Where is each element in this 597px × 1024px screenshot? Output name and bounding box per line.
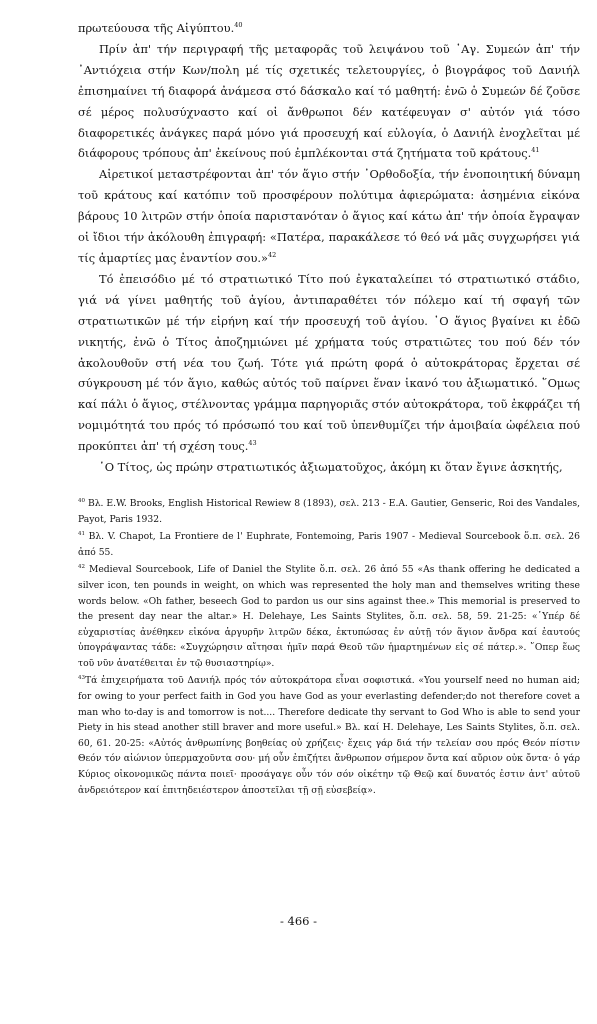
footnote-number: 43 [78, 675, 85, 682]
footnote [78, 562, 580, 671]
footnote-text: Medieval Sourcebook, Life of Daniel the Stylite ὅ.π. σελ. 26 ἀπό 55 «As thank offering he dedicated a silver icon, ten pounds in weight, on which was represented the holy man and themselves writing these words below. «Oh father, beseech God to pardon us our sins against thee.» This memorial is preserved to the present day near the altar.» H. Delehaye, Les Saints Stylites, ὅ.π. σελ. 58, 59. 21-25: «῾Υπέρ δέ εὐχαριστίας ἀνέθηκεν εἰκόνα ἀργυρῆν λιτρῶν δέκα, ἐκτυπώσας ἐν αὐτῇ τόν ἅγιον ἄνδρα καί ἑαυτούς ὑπογράψαντας τάδε: «Συγχώρησιν αἴτησαι ἡμῖν παρά Θεοῦ τῶν ἡμαρτημένων εἰς σέ πάτερ.». ῞Οπερ ἕως τοῦ νῦν ἀνατέθειται ἐν τῷ θυσιαστηρίῳ». [78, 564, 581, 669]
footnote-number: 41 [78, 531, 85, 538]
footnote-ref[interactable]: 43 [248, 439, 257, 448]
paragraph [78, 269, 580, 457]
page-number: - 466 - [279, 914, 318, 928]
footnote [78, 673, 580, 798]
page-content [78, 18, 580, 800]
paragraph [78, 457, 580, 478]
footnote [78, 496, 580, 527]
footnote [78, 529, 580, 560]
paragraph-text: πρωτεύουσα τῆς Αἰγύπτου. [78, 21, 235, 35]
footnote-text: Βλ. V. Chapot, La Frontiere de l' Euphrate, Fontemoing, Paris 1907 - Medieval Sourcebook ὅ.π. σελ. 26 ἀπό 55. [78, 531, 580, 558]
body-text [78, 18, 580, 478]
paragraph-text: Πρίν ἀπ' τήν περιγραφή τῆς μεταφορᾶς τοῦ λειψάνου τοῦ ῾Αγ. Συμεών ἀπ' τήν ᾿Αντιόχεια στήν Κων/πολη μέ τίς σχετικές τελετουργίες, ὁ βιογράφος τοῦ Δανιήλ ἐπισημαίνει τή διαφορά ἀνάμεσα στό δάσκαλο καί τό μαθητή: ἐνῶ ὁ Συμεών δέ ζοῦσε σέ μέρος πολυσύχναστο καί οἱ ἄνθρωποι δέν κατέφευγαν σ' αὐτόν γιά τόσο διαφορετικές ἀνάγκες παρά μόνο γιά προσευχή καί εὐλογία, ὁ Δανιήλ ἐνοχλεῖται μέ διάφορους τρόπους ἀπ' ἐκείνους πού ἐμπλέκονται στά ζητήματα τοῦ κράτους. [78, 41, 580, 161]
paragraph [78, 18, 580, 39]
footnotes [78, 496, 580, 798]
footnote-ref[interactable]: 41 [531, 146, 540, 155]
footnote-text: Τά ἐπιχειρήματα τοῦ Δανιήλ πρός τόν αὐτοκράτορα εἶναι σοφιστικά. «You yourself need no human aid; for owing to your perfect faith in God you have God as your everlasting defender;do not therefore covet a man who to-day is and tomorrow is not.... Therefore dedicate thy servant to God Who is able to send your Piety in his stead another still braver and more useful.» Βλ. καί H. Delehaye, Les Saints Stylites, ὅ.π. σελ. 60, 61. 20-25: «Αὐτός ἀνθρωπίνης βοηθείας οὐ χρήζεις· ἔχεις γάρ διά τήν τελείαν σου πρός Θεόν πίστιν Θεόν τόν αἰώνιον ὑπερμαχοῦντα σου· μή οὖν ἐπιζήτει ἄνθρωπον σήμερον ὄντα καί αὔριον οὐκ ὄντα· ὁ γάρ Κύριος οἰκονομικῶς πάντα ποιεῖ· προσάγαγε οὖν τόν σόν οἰκέτην τῷ Θεῷ καί δυνατός ἐστιν ἀντ' αὐτοῦ ἀνδρειότερον καί ἐπιτηδειέστερον ἀποστεῖλαι τῇ σῇ εὐσεβείᾳ». [78, 675, 580, 796]
paragraph-text: Τό ἐπεισόδιο μέ τό στρατιωτικό Τίτο πού ἐγκαταλείπει τό στρατιωτικό στάδιο, γιά νά γίνει μαθητής τοῦ ἁγίου, ἀντιπαραθέτει τόν πόλεμο καί τή σφαγή τῶν στρατιωτικῶν μέ τήν εἰρήνη καί τήν προσευχή τοῦ ἁγίου. ῾Ο ἅγιος βγαίνει κι ἐδῶ νικητής, ἐνῶ ὁ Τίτος ἀποζημιώνει μέ χρήματα τούς στρατιῶτες του πού δέν τόν ἀκολουθοῦν στή νέα του ζωή. Τότε γιά πρώτη φορά ὁ αὐτοκράτορας ἔρχεται σέ σύγκρουση μέ τόν ἅγιο, καθώς αὐτός τοῦ παίρνει ἕναν ἱκανό του ἀξιωματικό. ῞Ομως καί πάλι ὁ ἅγιος, στέλνοντας γράμμα παρηγοριᾶς στόν αὐτοκράτορα, τοῦ ἐκφράζει τή νομιμότητά του πρός τό πρόσωπό του καί τοῦ ὑπενθυμίζει τήν ἀμοιβαία ὠφέλεια πού προκύπτει ἀπ' τή σχέση τους. [78, 271, 580, 454]
paragraph [78, 39, 580, 164]
footnote-number: 40 [78, 497, 85, 504]
footnote-number: 42 [78, 564, 85, 571]
paragraph-text: ῾Ο Τίτος, ὡς πρώην στρατιωτικός ἀξιωματοῦχος, ἀκόμη κι ὅταν ἔγινε ἀσκητής, [99, 460, 563, 475]
footnote-text: Βλ. E.W. Brooks, English Historical Rewiew 8 (1893), σελ. 213 - E.A. Gautier, Genseric, Roi des Vandales, Payot, Paris 1932. [78, 497, 581, 525]
footnote-ref[interactable]: 42 [268, 250, 277, 259]
footnote-ref[interactable]: 40 [234, 21, 243, 29]
paragraph [78, 164, 580, 269]
paragraph-text: Αἱρετικοί μεταστρέφονται ἀπ' τόν ἅγιο στήν ᾿Ορθοδοξία, τήν ἑνοποιητική δύναμη τοῦ κράτους καί κατόπιν τοῦ προσφέρουν πολύτιμα ἀφιερώματα: ἀσημένια εἰκόνα βάρους 10 λιτρῶν στήν ὁποία παριστανόταν ὁ ἅγιος καί κάτω ἀπ' τήν ὁποία ἔγραψαν οἱ ἴδιοι τήν ἀκόλουθη ἐπιγραφή: «Πατέρα, παρακάλεσε τό θεό νά μᾶς συγχωρήσει γιά τίς ἁμαρτίες μας ἐναντίον σου.» [78, 167, 580, 265]
